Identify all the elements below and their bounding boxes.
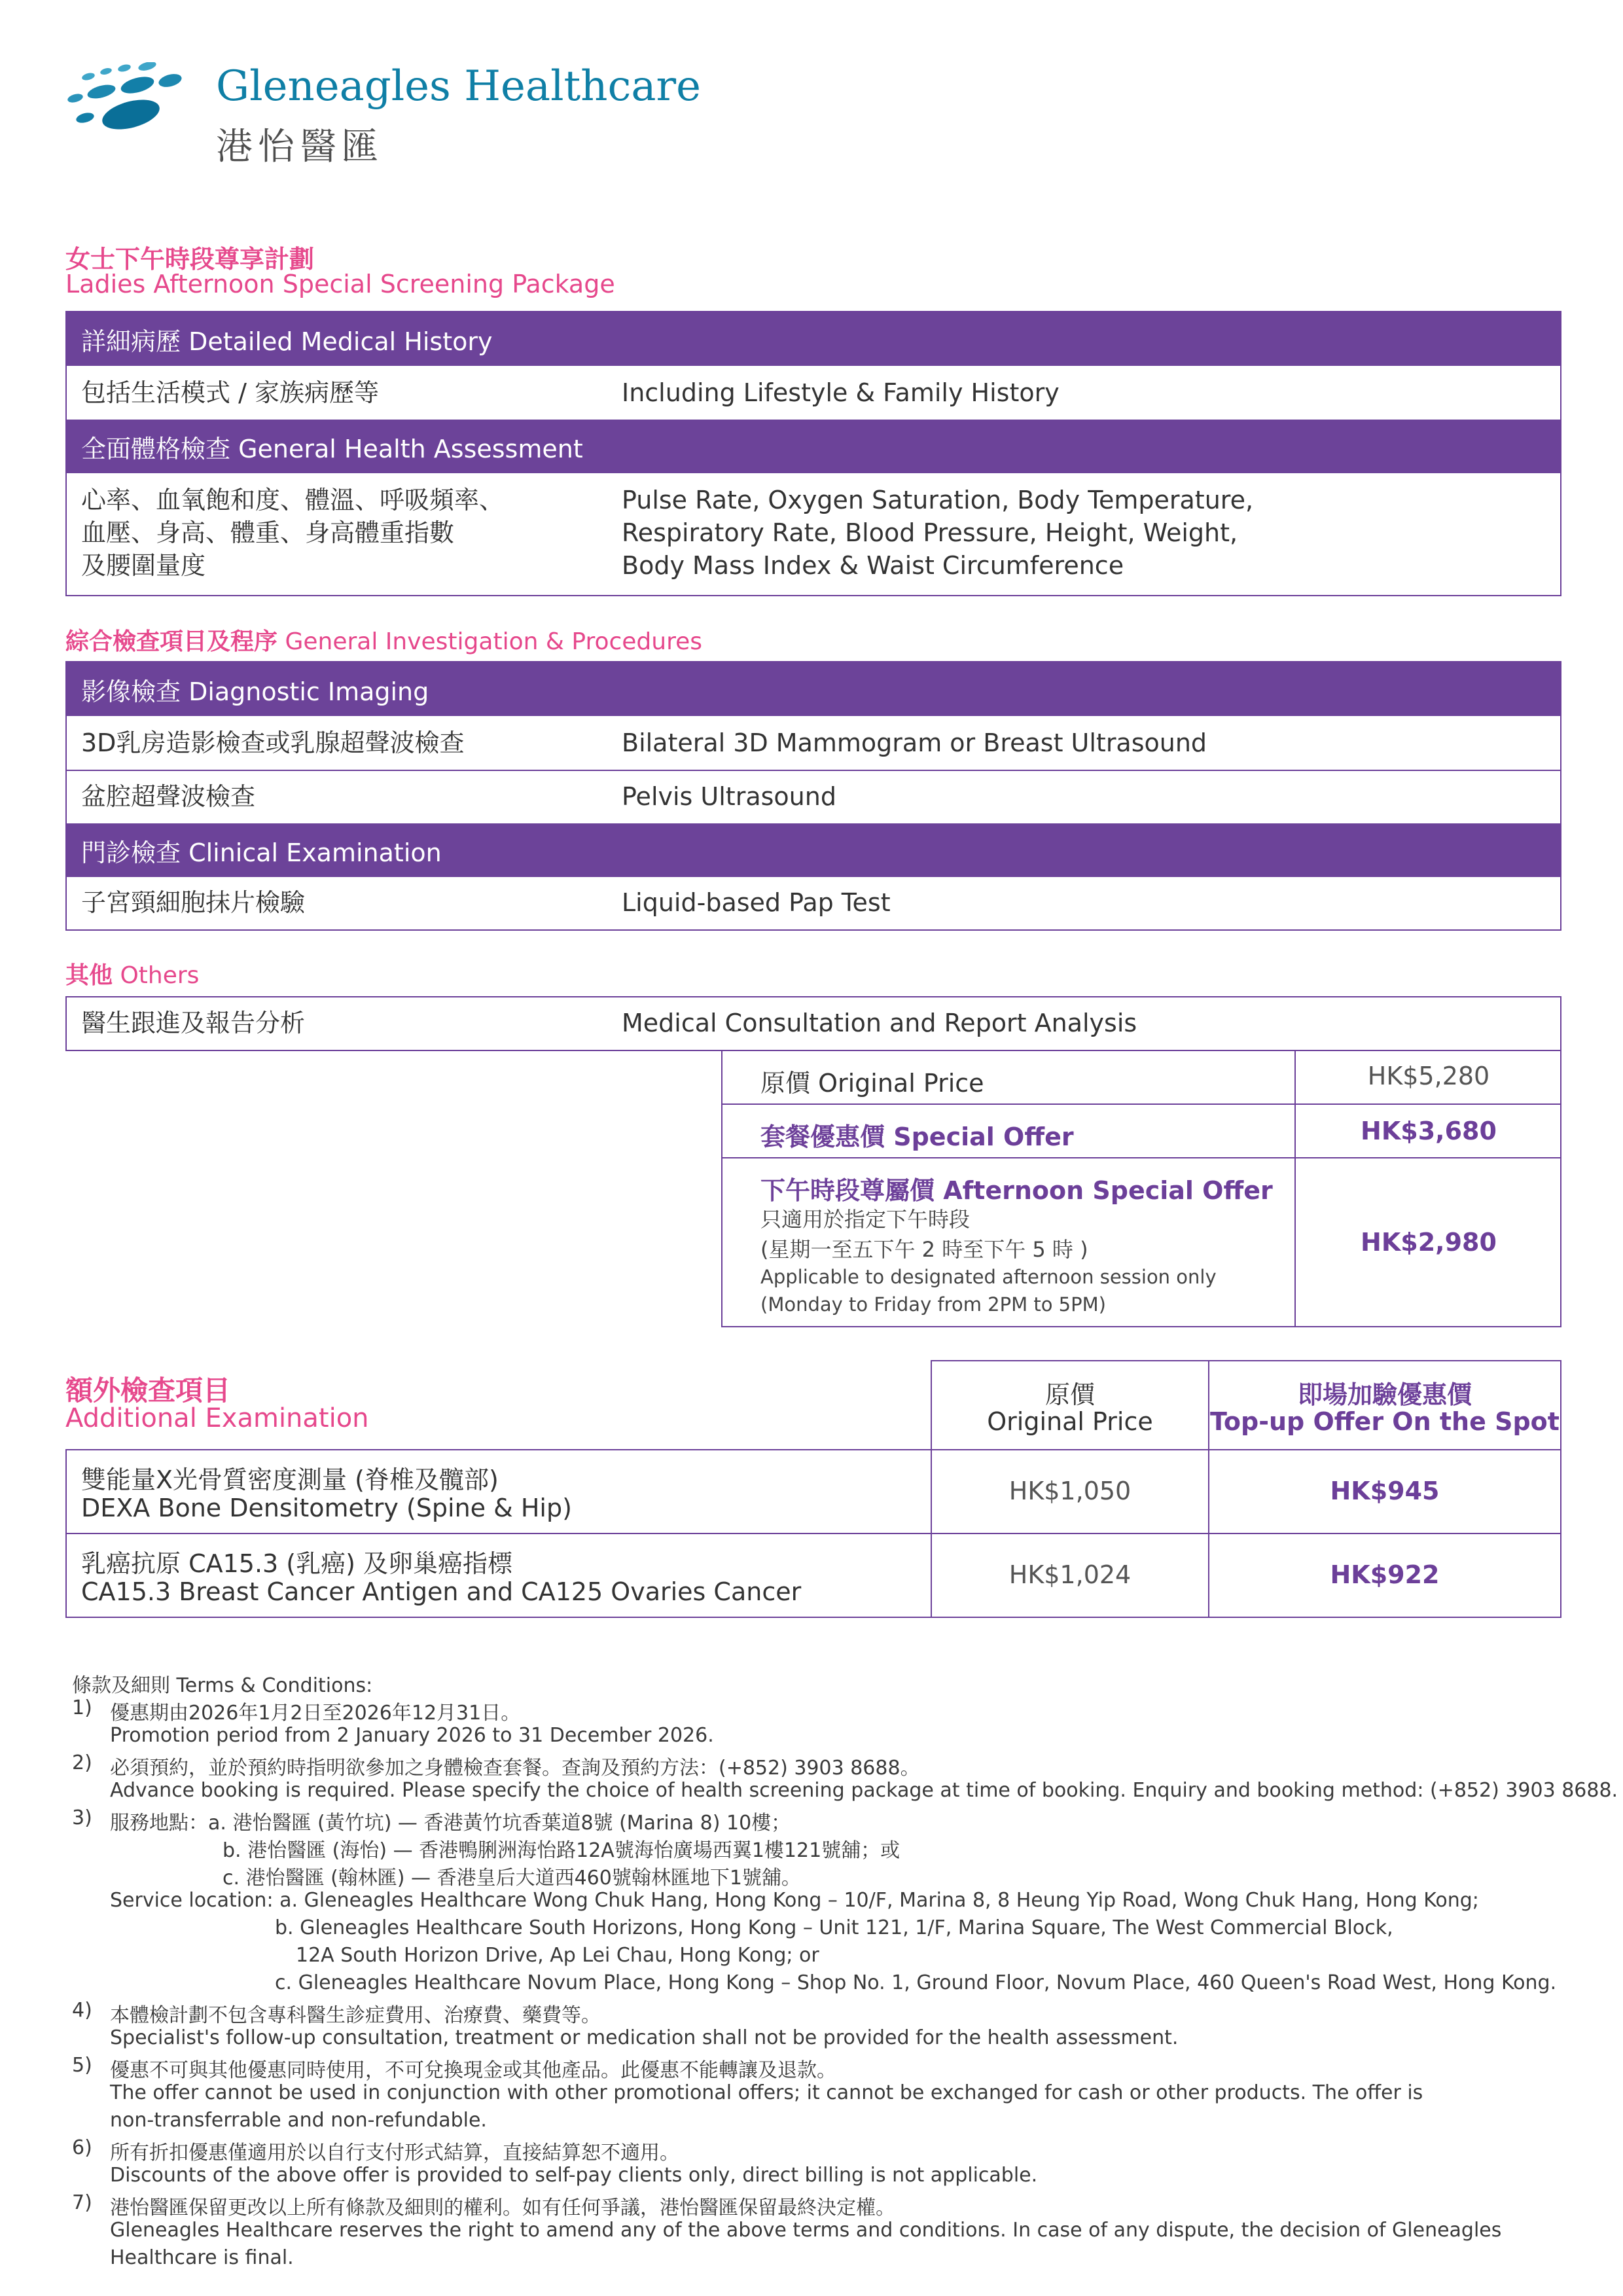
column-header-zh: 即場加驗優惠價 [1297,1380,1472,1409]
column-header-en: Original Price [987,1407,1153,1436]
row-label-zh: 血壓、身高、體重、身高體重指數 [81,518,455,547]
diagnostic-imaging-header: 影像檢查 Diagnostic Imaging [67,662,1560,716]
clinical-examination-header: 門診檢查 Clinical Examination [67,823,1560,877]
term-text-en: Promotion period from 2 January 2026 to 31 December 2026. [110,1724,714,1747]
row-label-zh: 盆腔超聲波檢查 [81,782,256,811]
additional-title-en: Additional Examination [65,1403,369,1433]
term-text-zh: 優惠期由2026年1月2日至2026年12月31日。 [110,1702,521,1725]
column-header-zh: 原價 [1044,1380,1095,1409]
term-text-en: The offer cannot be used in conjunction with other promotional offers; it cannot be exchanged for cash or other products. The offer is [110,2081,1423,2104]
terms-title: 條款及細則 Terms & Conditions: [72,1674,373,1697]
original-price-value: HK$1,050 [1008,1477,1132,1505]
term-number: 5) [72,2054,92,2077]
term-text-zh: 港怡醫匯保留更改以上所有條款及細則的權利。如有任何爭議，港怡醫匯保留最終決定權。 [110,2197,895,2219]
package-title-zh: 女士下午時段尊享計劃 [65,245,315,274]
term-number: 4) [72,1999,92,2022]
others-title-zh: 其他 [65,962,113,989]
term-number: 1) [72,1696,92,1719]
term-number: 3) [72,1806,92,1829]
exam-name-en: CA15.3 Breast Cancer Antigen and CA125 Ovaries Cancer [81,1577,802,1606]
term-number: 6) [72,2136,92,2159]
row-label-en: Bilateral 3D Mammogram or Breast Ultrasound [622,728,1207,757]
exam-name-en: DEXA Bone Densitometry (Spine & Hip) [81,1494,572,1522]
afternoon-note-en: Applicable to designated afternoon session only [760,1266,1217,1288]
term-text-zh: c. 港怡醫匯 (翰林匯) — 香港皇后大道西460號翰林匯地下1號舖。 [223,1867,801,1890]
original-price-label: 原價 Original Price [760,1069,984,1098]
row-label-en: Liquid-based Pap Test [622,888,891,917]
row-label-en: Including Lifestyle & Family History [622,378,1060,407]
row-label-zh: 心率、血氧飽和度、體溫、呼吸頻率、 [81,486,505,514]
package-title-en: Ladies Afternoon Special Screening Package [65,270,615,298]
term-text-en: Gleneagles Healthcare reserves the right to amend any of the above terms and conditions. In case of any dispute, the decision of Gleneagles [110,2219,1502,2242]
medical-history-header: 詳細病歷 Detailed Medical History [67,312,1560,366]
row-label-en: Pelvis Ultrasound [622,782,836,811]
special-offer-value: HK$3,680 [1361,1117,1497,1145]
original-price-value: HK$5,280 [1367,1062,1490,1090]
term-number: 2) [72,1751,92,1774]
exam-name-zh: 雙能量X光骨質密度測量 (脊椎及髖部) [81,1465,499,1494]
row-label-en: Pulse Rate, Oxygen Saturation, Body Temperature, [622,486,1254,514]
term-text-en: Advance booking is required. Please specify the choice of health screening package at time of booking. Enquiry and booking method: (+852) 3903 8688. [110,1779,1618,1802]
row-label-zh: 3D乳房造影檢查或乳腺超聲波檢查 [81,728,465,757]
term-text-zh: 本體檢計劃不包含專科醫生診症費用、治療費、藥費等。 [110,2004,601,2027]
others-title-en: Others [120,962,200,989]
term-number: 7) [72,2191,92,2214]
row-label-en: Respiratory Rate, Blood Pressure, Height, Weight, [622,518,1238,547]
afternoon-note-zh: (星期一至五下午 2 時至下午 5 時 ) [760,1237,1088,1262]
row-label-en: Medical Consultation and Report Analysis [622,1009,1137,1037]
term-text-zh: b. 港怡醫匯 (海怡) — 香港鴨脷洲海怡路12A號海怡廣場西翼1樓121號舖；或 [223,1839,901,1862]
term-text-en: Discounts of the above offer is provided to self-pay clients only, direct billing is not applicable. [110,2164,1038,2187]
row-label-zh: 醫生跟進及報告分析 [81,1009,306,1037]
investigation-title-en: General Investigation & Procedures [285,628,703,655]
term-text-zh: 所有折扣優惠僅適用於以自行支付形式結算，直接結算恕不適用。 [110,2142,679,2164]
row-label-zh: 包括生活模式 / 家族病歷等 [81,378,379,407]
exam-name-zh: 乳癌抗原 CA15.3 (乳癌) 及卵巢癌指標 [81,1549,513,1578]
term-text-en: b. Gleneagles Healthcare South Horizons, Hong Kong – Unit 121, 1/F, Marina Square, The West Commercial Block, [275,1916,1393,1939]
term-text-en: Service location: a. Gleneagles Healthcare Wong Chuk Hang, Hong Kong – 10/F, Marina 8, 8 Heung Yip Road, Wong Chuk Hang, Hong Kong; [110,1889,1479,1912]
afternoon-note-zh: 只適用於指定下午時段 [760,1207,971,1232]
term-text-en: Healthcare is final. [110,2246,294,2269]
column-header-en: Top-up Offer On the Spot [1210,1407,1560,1436]
term-text-en: Specialist's follow-up consultation, treatment or medication shall not be provided for the health assessment. [110,2026,1179,2049]
special-offer-label: 套餐優惠價 Special Offer [760,1122,1074,1151]
investigation-title-zh: 綜合檢查項目及程序 [65,628,278,655]
term-text-zh: 服務地點：a. 港怡醫匯 (黃竹坑) — 香港黃竹坑香葉道8號 (Marina 8) 10樓； [110,1812,791,1835]
row-label-zh: 及腰圍量度 [81,551,206,580]
afternoon-offer-value: HK$2,980 [1361,1228,1497,1257]
term-text-zh: 優惠不可與其他優惠同時使用，不可兌換現金或其他產品。此優惠不能轉讓及退款。 [110,2059,836,2082]
topup-price-value: HK$945 [1330,1477,1440,1505]
brand-name-zh: 港怡醫匯 [216,126,383,168]
row-label-en: Body Mass Index & Waist Circumference [622,551,1124,580]
afternoon-offer-label: 下午時段尊屬價 Afternoon Special Offer [760,1176,1273,1205]
topup-price-value: HK$922 [1330,1560,1440,1589]
term-text-zh: 必須預約，並於預約時指明欲參加之身體檢查套餐。查詢及預約方法：(+852) 3903 8688。 [110,1757,920,1780]
original-price-value: HK$1,024 [1008,1560,1132,1589]
term-text-en: non-transferrable and non-refundable. [110,2109,487,2132]
term-text-en: c. Gleneagles Healthcare Novum Place, Hong Kong – Shop No. 1, Ground Floor, Novum Place, 460 Queen's Road West, Hong Kong. [275,1971,1557,1994]
health-assessment-header: 全面體格檢查 General Health Assessment [67,420,1560,473]
term-text-en: 12A South Horizon Drive, Ap Lei Chau, Hong Kong; or [296,1944,819,1967]
additional-title-zh: 額外檢查項目 [65,1374,231,1407]
afternoon-note-en: (Monday to Friday from 2PM to 5PM) [760,1293,1106,1316]
brand-name-en: Gleneagles Healthcare [216,62,701,111]
row-label-zh: 子宮頸細胞抹片檢驗 [81,888,306,917]
